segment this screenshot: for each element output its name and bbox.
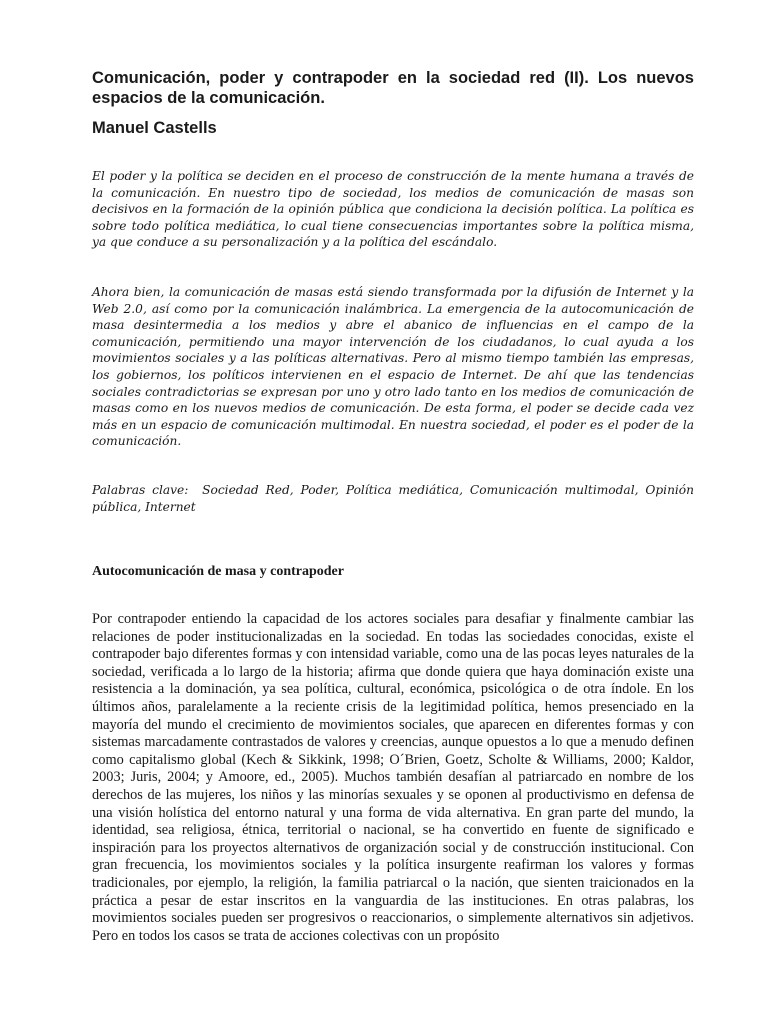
document-title: Comunicación, poder y contrapoder en la sociedad red (II). Los nuevos espacios de la comunicación. (92, 69, 694, 107)
abstract-paragraph-1: El poder y la política se deciden en el proceso de construcción de la mente humana a través de la comunicación. En nuestro tipo de sociedad, los medios de comunicación de masas son decisivos en la formación de la opinión pública que condiciona la decisión política. La política es sobre todo política mediática, lo cual tiene consecuencias importantes sobre la política misma, ya que conduce a su personalización y a la política del escándalo. (92, 169, 694, 250)
section-heading: Autocomunicación de masa y contrapoder (92, 564, 344, 580)
keywords-line (92, 482, 694, 515)
body-paragraph: Por contrapoder entiendo la capacidad de los actores sociales para desafiar y finalmente cambiar las relaciones de poder institucionalizadas en la sociedad. En todas las sociedades conocidas, existe el contrapoder bajo diferentes formas y con intensidad variable, como una de las pocas leyes naturales de la sociedad, verificada a lo largo de la historia; afirma que donde quiera que haya dominación existe una resistencia a la dominación, ya sea política, cultural, económica, psicológica o de otra índole. En los últimos años, paralelamente a la reciente crisis de la legitimidad política, hemos presenciado en la mayoría del mundo el crecimiento de movimientos sociales, que aparecen en diferentes formas y con sistemas marcadamente contrastados de valores y creencias, aunque opuestos a lo que a menudo definen como capitalismo global (Kech & Sikkink, 1998; O´Brien, Goetz, Scholte & Williams, 2000; Kaldor, 2003; Juris, 2004; y Amoore, ed., 2005). Muchos también desafían al patriarcado en nombre de los derechos de las mujeres, los niños y las minorías sexuales y se oponen al productivismo en defensa de una visión holística del entorno natural y una forma de vida alternativa. En gran parte del mundo, la identidad, sea religiosa, étnica, territorial o nacional, se ha convertido en fuente de significado e inspiración para los proyectos alternativos de organización social y de construcción institucional. Con gran frecuencia, los movimientos sociales y la política insurgente reafirman los valores y formas tradicionales, por ejemplo, la religión, la familia patriarcal o la nación, que sienten traicionados en la práctica a pesar de estar inscritos en la vanguardia de las instituciones. En otras palabras, los movimientos sociales pueden ser progresivos o reaccionarios, o simplemente alternativos sin adjetivos. Pero en todos los casos se trata de acciones colectivas con un propósito (92, 611, 694, 944)
keywords-text: Sociedad Red, Poder, Política mediática, Comunicación multimodal, Opinión pública, Internet (92, 482, 694, 514)
document-author: Manuel Castells (92, 119, 217, 137)
abstract-paragraph-2: Ahora bien, la comunicación de masas está siendo transformada por la difusión de Internet y la Web 2.0, así como por la comunicación inalámbrica. La emergencia de la autocomunicación de masa desintermedia a los medios y abre el abanico de influencias en el campo de la comunicación, permitiendo una mayor intervención de los ciudadanos, lo cual ayuda a los movimientos sociales y a las políticas alternativas. Pero al mismo tiempo también las empresas, los gobiernos, los políticos intervienen en el espacio de Internet. De ahí que las tendencias sociales contradictorias se expresan por uno y otro lado tanto en los medios de comunicación de masas como en los nuevos medios de comunicación. De esta forma, el poder se decide cada vez más en un espacio de comunicación multimodal. En nuestra sociedad, el poder es el poder de la comunicación. (92, 284, 694, 449)
document-page (92, 68, 694, 945)
keywords-label: Palabras clave: (92, 482, 203, 497)
